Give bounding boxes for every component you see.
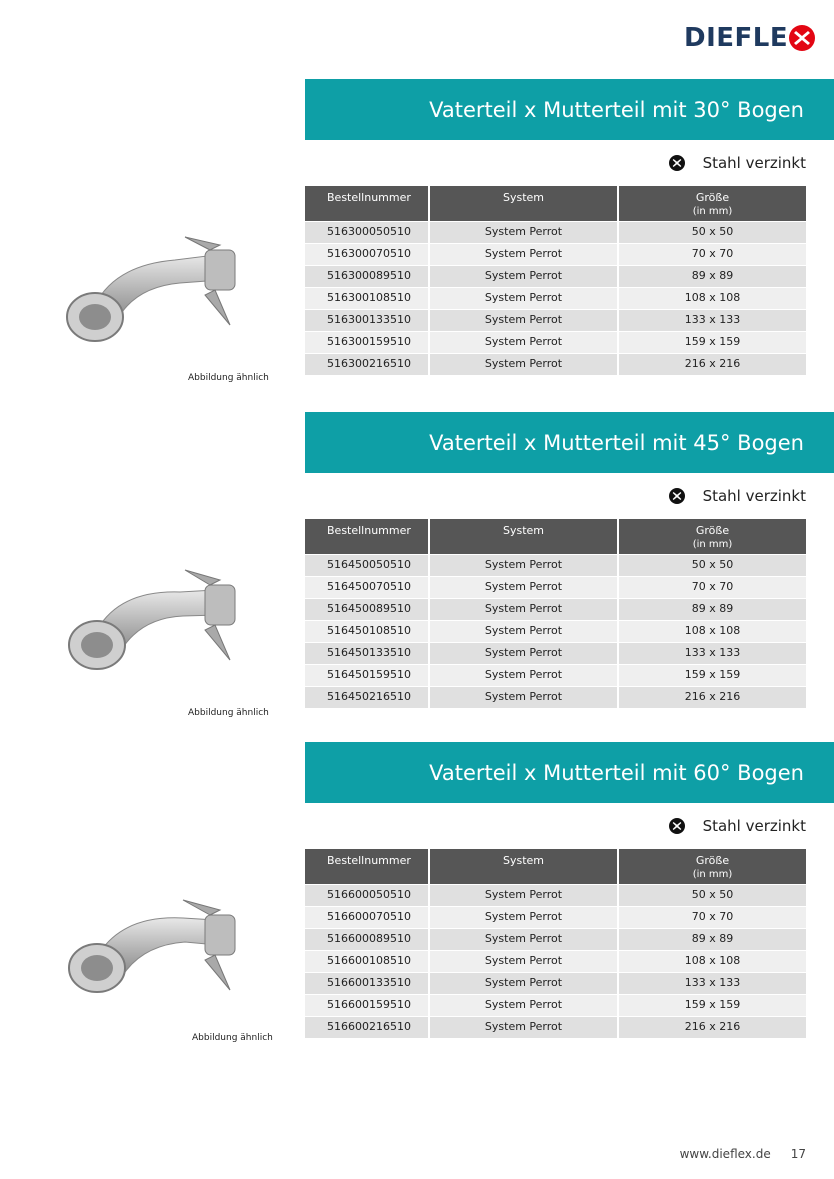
product-table (305, 849, 806, 1038)
table-row: 516300050510 System Perrot 50 x 50 (305, 221, 806, 243)
table-row: 516600089510 System Perrot 89 x 89 (305, 928, 806, 950)
table-row: 516600070510 System Perrot 70 x 70 (305, 906, 806, 928)
material-text: Stahl verzinkt (702, 487, 806, 505)
section-title: Vaterteil x Mutterteil mit 45° Bogen (305, 412, 834, 473)
material-label (669, 487, 806, 505)
table-row: 516600216510 System Perrot 216 x 216 (305, 1016, 806, 1038)
material-label (669, 817, 806, 835)
table-row: 516450133510 System Perrot 133 x 133 (305, 642, 806, 664)
table-row: 516300070510 System Perrot 70 x 70 (305, 243, 806, 265)
table-row: 516450108510 System Perrot 108 x 108 (305, 620, 806, 642)
column-header-order: Bestellnummer (305, 186, 429, 221)
table-row: 516300216510 System Perrot 216 x 216 (305, 353, 806, 375)
image-caption: Abbildung ähnlich (188, 708, 269, 718)
table-row: 516450216510 System Perrot 216 x 216 (305, 686, 806, 708)
product-table (305, 519, 806, 708)
column-header-size: Größe (in mm) (618, 519, 806, 554)
page-footer (680, 1147, 806, 1161)
section-title: Vaterteil x Mutterteil mit 60° Bogen (305, 742, 834, 803)
product-table (305, 186, 806, 375)
column-header-system: System (429, 519, 618, 554)
image-caption: Abbildung ähnlich (188, 373, 269, 383)
table-row: 516600050510 System Perrot 50 x 50 (305, 884, 806, 906)
column-header-size: Größe (in mm) (618, 849, 806, 884)
column-header-order: Bestellnummer (305, 519, 429, 554)
table-row: 516450050510 System Perrot 50 x 50 (305, 554, 806, 576)
material-label (669, 154, 806, 172)
column-header-order: Bestellnummer (305, 849, 429, 884)
logo-x-icon (789, 25, 815, 51)
table-row: 516300159510 System Perrot 159 x 159 (305, 331, 806, 353)
table-row: 516300089510 System Perrot 89 x 89 (305, 265, 806, 287)
table-row: 516600159510 System Perrot 159 x 159 (305, 994, 806, 1016)
material-x-icon (669, 155, 685, 171)
column-header-system: System (429, 186, 618, 221)
section-title: Vaterteil x Mutterteil mit 30° Bogen (305, 79, 834, 140)
website-link[interactable]: www.dieflex.de (679, 1147, 771, 1161)
material-text: Stahl verzinkt (702, 154, 806, 172)
logo-wordmark: DIEFLE (684, 23, 789, 53)
table-row: 516450089510 System Perrot 89 x 89 (305, 598, 806, 620)
material-x-icon (669, 818, 685, 834)
column-header-size: Größe (in mm) (618, 186, 806, 221)
material-text: Stahl verzinkt (702, 817, 806, 835)
material-x-icon (669, 488, 685, 504)
product-image-elbow-60 (55, 890, 265, 1030)
product-image-elbow-45 (55, 560, 265, 700)
table-row: 516450159510 System Perrot 159 x 159 (305, 664, 806, 686)
table-row: 516600133510 System Perrot 133 x 133 (305, 972, 806, 994)
product-image-elbow-30 (55, 225, 265, 365)
column-header-system: System (429, 849, 618, 884)
table-row: 516300133510 System Perrot 133 x 133 (305, 309, 806, 331)
page-number: 17 (790, 1147, 806, 1161)
table-row: 516450070510 System Perrot 70 x 70 (305, 576, 806, 598)
dieflex-logo (684, 22, 815, 54)
image-caption: Abbildung ähnlich (192, 1033, 273, 1043)
table-row: 516600108510 System Perrot 108 x 108 (305, 950, 806, 972)
table-row: 516300108510 System Perrot 108 x 108 (305, 287, 806, 309)
